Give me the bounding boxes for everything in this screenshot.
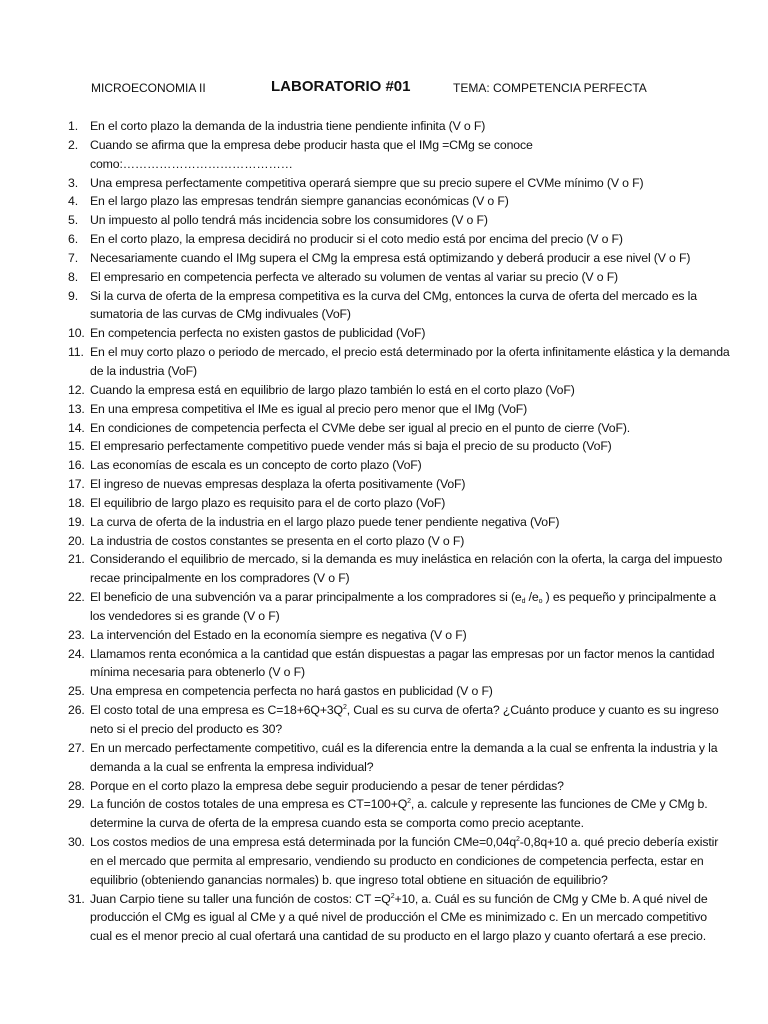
question-text: El equilibrio de largo plazo es requisito para el de corto plazo (VoF) — [90, 495, 446, 510]
document-header — [91, 78, 691, 98]
question-item — [0, 343, 768, 381]
question-item — [0, 381, 768, 400]
question-number: 1. — [68, 119, 78, 133]
question-text: La intervención del Estado en la economía siempre es negativa (V o F) — [90, 627, 467, 642]
question-number: 5. — [68, 213, 78, 228]
question-text: Juan Carpio tiene su taller una función de costos: CT $=Q^2+10$, a. Cuál es su función de CMg y CMe b. A qué nivel de producción el CMg es igual al CMe y a qué nivel de producción el CMe es minimizado c. En un mercado competitivo cual es el menor precio al cual ofertará una cantidad de su producto en el largo plazo y cuanto ofertará a ese precio. — [90, 891, 708, 944]
question-item — [0, 174, 768, 193]
question-item — [0, 513, 768, 532]
question-item — [0, 777, 768, 796]
question-text: En una empresa competitiva el IMe es igual al precio pero menor que el IMg (VoF) — [90, 401, 528, 416]
question-number: 2. — [68, 137, 78, 152]
question-number: 20. — [68, 533, 85, 548]
question-number: 3. — [68, 175, 78, 190]
question-text: La función de costos totales de una empresa es $CT=100+Q^2$, a. calcule y represente las funciones de CMe y CMg b. determine la curva de oferta de la empresa cuando esta se comporta como precio aceptante. — [90, 797, 708, 831]
question-item — [0, 833, 768, 890]
question-number: 27. — [68, 740, 85, 755]
question-item — [0, 890, 768, 947]
question-item — [0, 287, 768, 325]
question-number: 17. — [68, 477, 85, 492]
question-item — [0, 739, 768, 777]
question-number: 22. — [68, 590, 85, 605]
question-number: 4. — [68, 194, 78, 209]
question-number: 31. — [68, 891, 85, 906]
course-name: MICROECONOMIA II — [91, 81, 206, 95]
question-number: 18. — [68, 495, 85, 510]
question-text: El ingreso de nuevas empresas desplaza la oferta positivamente (VoF) — [90, 477, 466, 492]
question-item — [0, 268, 768, 287]
question-item — [0, 550, 768, 588]
question-text: En el corto plazo la demanda de la industria tiene pendiente infinita (V o F) — [90, 119, 486, 133]
question-item — [0, 532, 768, 551]
question-text: Necesariamente cuando el IMg supera el CMg la empresa está optimizando y deberá producir a ese nivel (V o F) — [90, 250, 691, 265]
question-item — [0, 588, 768, 626]
lab-title: LABORATORIO #01 — [271, 78, 411, 95]
question-text: Un impuesto al pollo tendrá más incidencia sobre los consumidores (V o F) — [90, 213, 488, 228]
question-number: 13. — [68, 401, 85, 416]
topic-title: TEMA: COMPETENCIA PERFECTA — [453, 81, 647, 95]
question-text: En el corto plazo, la empresa decidirá no producir si el coto medio está por encima del precio (V o F) — [90, 232, 623, 247]
question-item — [0, 626, 768, 645]
question-text: En competencia perfecta no existen gastos de publicidad (VoF) — [90, 326, 426, 341]
question-number: 10. — [68, 326, 85, 341]
question-number: 26. — [68, 703, 85, 718]
question-number: 25. — [68, 684, 85, 699]
question-text: Llamamos renta económica a la cantidad que están dispuestas a pagar las empresas por un factor menos la cantidad mínima necesaria para obtenerlo (V o F) — [90, 646, 715, 680]
question-text: Cuando la empresa está en equilibrio de largo plazo también lo está en el corto plazo (VoF) — [90, 382, 575, 397]
question-item — [0, 192, 768, 211]
question-number: 24. — [68, 646, 85, 661]
question-item — [0, 230, 768, 249]
question-item — [0, 456, 768, 475]
question-text: Porque en el corto plazo la empresa debe seguir produciendo a pesar de tener pérdidas? — [90, 778, 564, 793]
question-number: 21. — [68, 552, 85, 567]
question-number: 30. — [68, 835, 85, 850]
question-number: 19. — [68, 514, 85, 529]
question-item — [0, 701, 768, 739]
question-item — [0, 249, 768, 268]
question-number: 23. — [68, 627, 85, 642]
question-text: El empresario perfectamente competitivo puede vender más si baja el precio de su producto (VoF) — [90, 439, 612, 454]
question-text: En el largo plazo las empresas tendrán siempre ganancias económicas (V o F) — [90, 194, 509, 209]
question-text: En el muy corto plazo o periodo de mercado, el precio está determinado por la oferta infinitamente elástica y la demanda de la industria (VoF) — [90, 345, 730, 378]
question-text: El beneficio de una subvención va a parar principalmente a los compradores si ($e_d$ $/e_o$ ) es pequeño y principalmente a los vendedores si es grande (V o F) — [90, 590, 716, 623]
question-text: El costo total de una empresa es $C=18+6Q+3Q^2$, Cual es su curva de oferta? ¿Cuánto produce y cuanto es su ingreso neto si el precio del producto es 30? — [90, 703, 719, 736]
question-item — [0, 494, 768, 513]
question-number: 28. — [68, 778, 85, 793]
question-item — [0, 136, 768, 174]
question-list — [0, 117, 768, 946]
question-item — [0, 795, 768, 833]
question-number: 6. — [68, 232, 78, 247]
question-text: Cuando se afirma que la empresa debe producir hasta que el IMg =CMg se conoce como:…………………………………… — [90, 137, 533, 171]
question-number: 8. — [68, 269, 78, 284]
question-text: Una empresa perfectamente competitiva operará siempre que su precio supere el CVMe mínimo (V o F) — [90, 175, 644, 190]
question-number: 12. — [68, 382, 85, 397]
question-text: Si la curva de oferta de la empresa competitiva es la curva del CMg, entonces la curva de oferta del mercado es la sumatoria de las curvas de CMg indivuales (VoF) — [90, 288, 697, 322]
question-number: 7. — [68, 250, 78, 265]
question-text: La industria de costos constantes se presenta en el corto plazo (V o F) — [90, 533, 465, 548]
question-item — [0, 645, 768, 683]
question-item — [0, 117, 768, 136]
question-number: 16. — [68, 458, 85, 473]
question-text: En condiciones de competencia perfecta el CVMe debe ser igual al precio en el punto de cierre (VoF). — [90, 420, 631, 435]
question-item — [0, 475, 768, 494]
question-text: El empresario en competencia perfecta ve alterado su volumen de ventas al variar su precio (V o F) — [90, 269, 618, 284]
question-item — [0, 419, 768, 438]
question-number: 14. — [68, 420, 85, 435]
question-number: 9. — [68, 288, 78, 303]
question-text: Los costos medios de una empresa está determinada por la función $CMe=0,04q^2-0,8q+10$ a. qué precio debería existir en el mercado que permita al empresario, vendiendo su producto en condiciones de competencia perfecta, estar en equilibrio (obteniendo ganancias normales) b. que ingreso total obtiene en situación de equilibrio? — [90, 835, 719, 887]
question-item — [0, 682, 768, 701]
question-text: Una empresa en competencia perfecta no hará gastos en publicidad (V o F) — [90, 684, 493, 699]
question-number: 29. — [68, 797, 85, 812]
question-number: 11. — [68, 345, 84, 360]
question-number: 15. — [68, 439, 85, 454]
question-text: En un mercado perfectamente competitivo, cuál es la diferencia entre la demanda a la cual se enfrenta la industria y la demanda a la cual se enfrenta la empresa individual? — [90, 740, 718, 774]
question-text: La curva de oferta de la industria en el largo plazo puede tener pendiente negativa (VoF) — [90, 514, 560, 529]
question-text: Las economías de escala es un concepto de corto plazo (VoF) — [90, 458, 422, 473]
question-text: Considerando el equilibrio de mercado, si la demanda es muy inelástica en relación con la oferta, la carga del impuesto recae principalmente en los compradores (V o F) — [90, 552, 723, 586]
question-item — [0, 211, 768, 230]
question-item — [0, 437, 768, 456]
question-item — [0, 324, 768, 343]
question-item — [0, 400, 768, 419]
